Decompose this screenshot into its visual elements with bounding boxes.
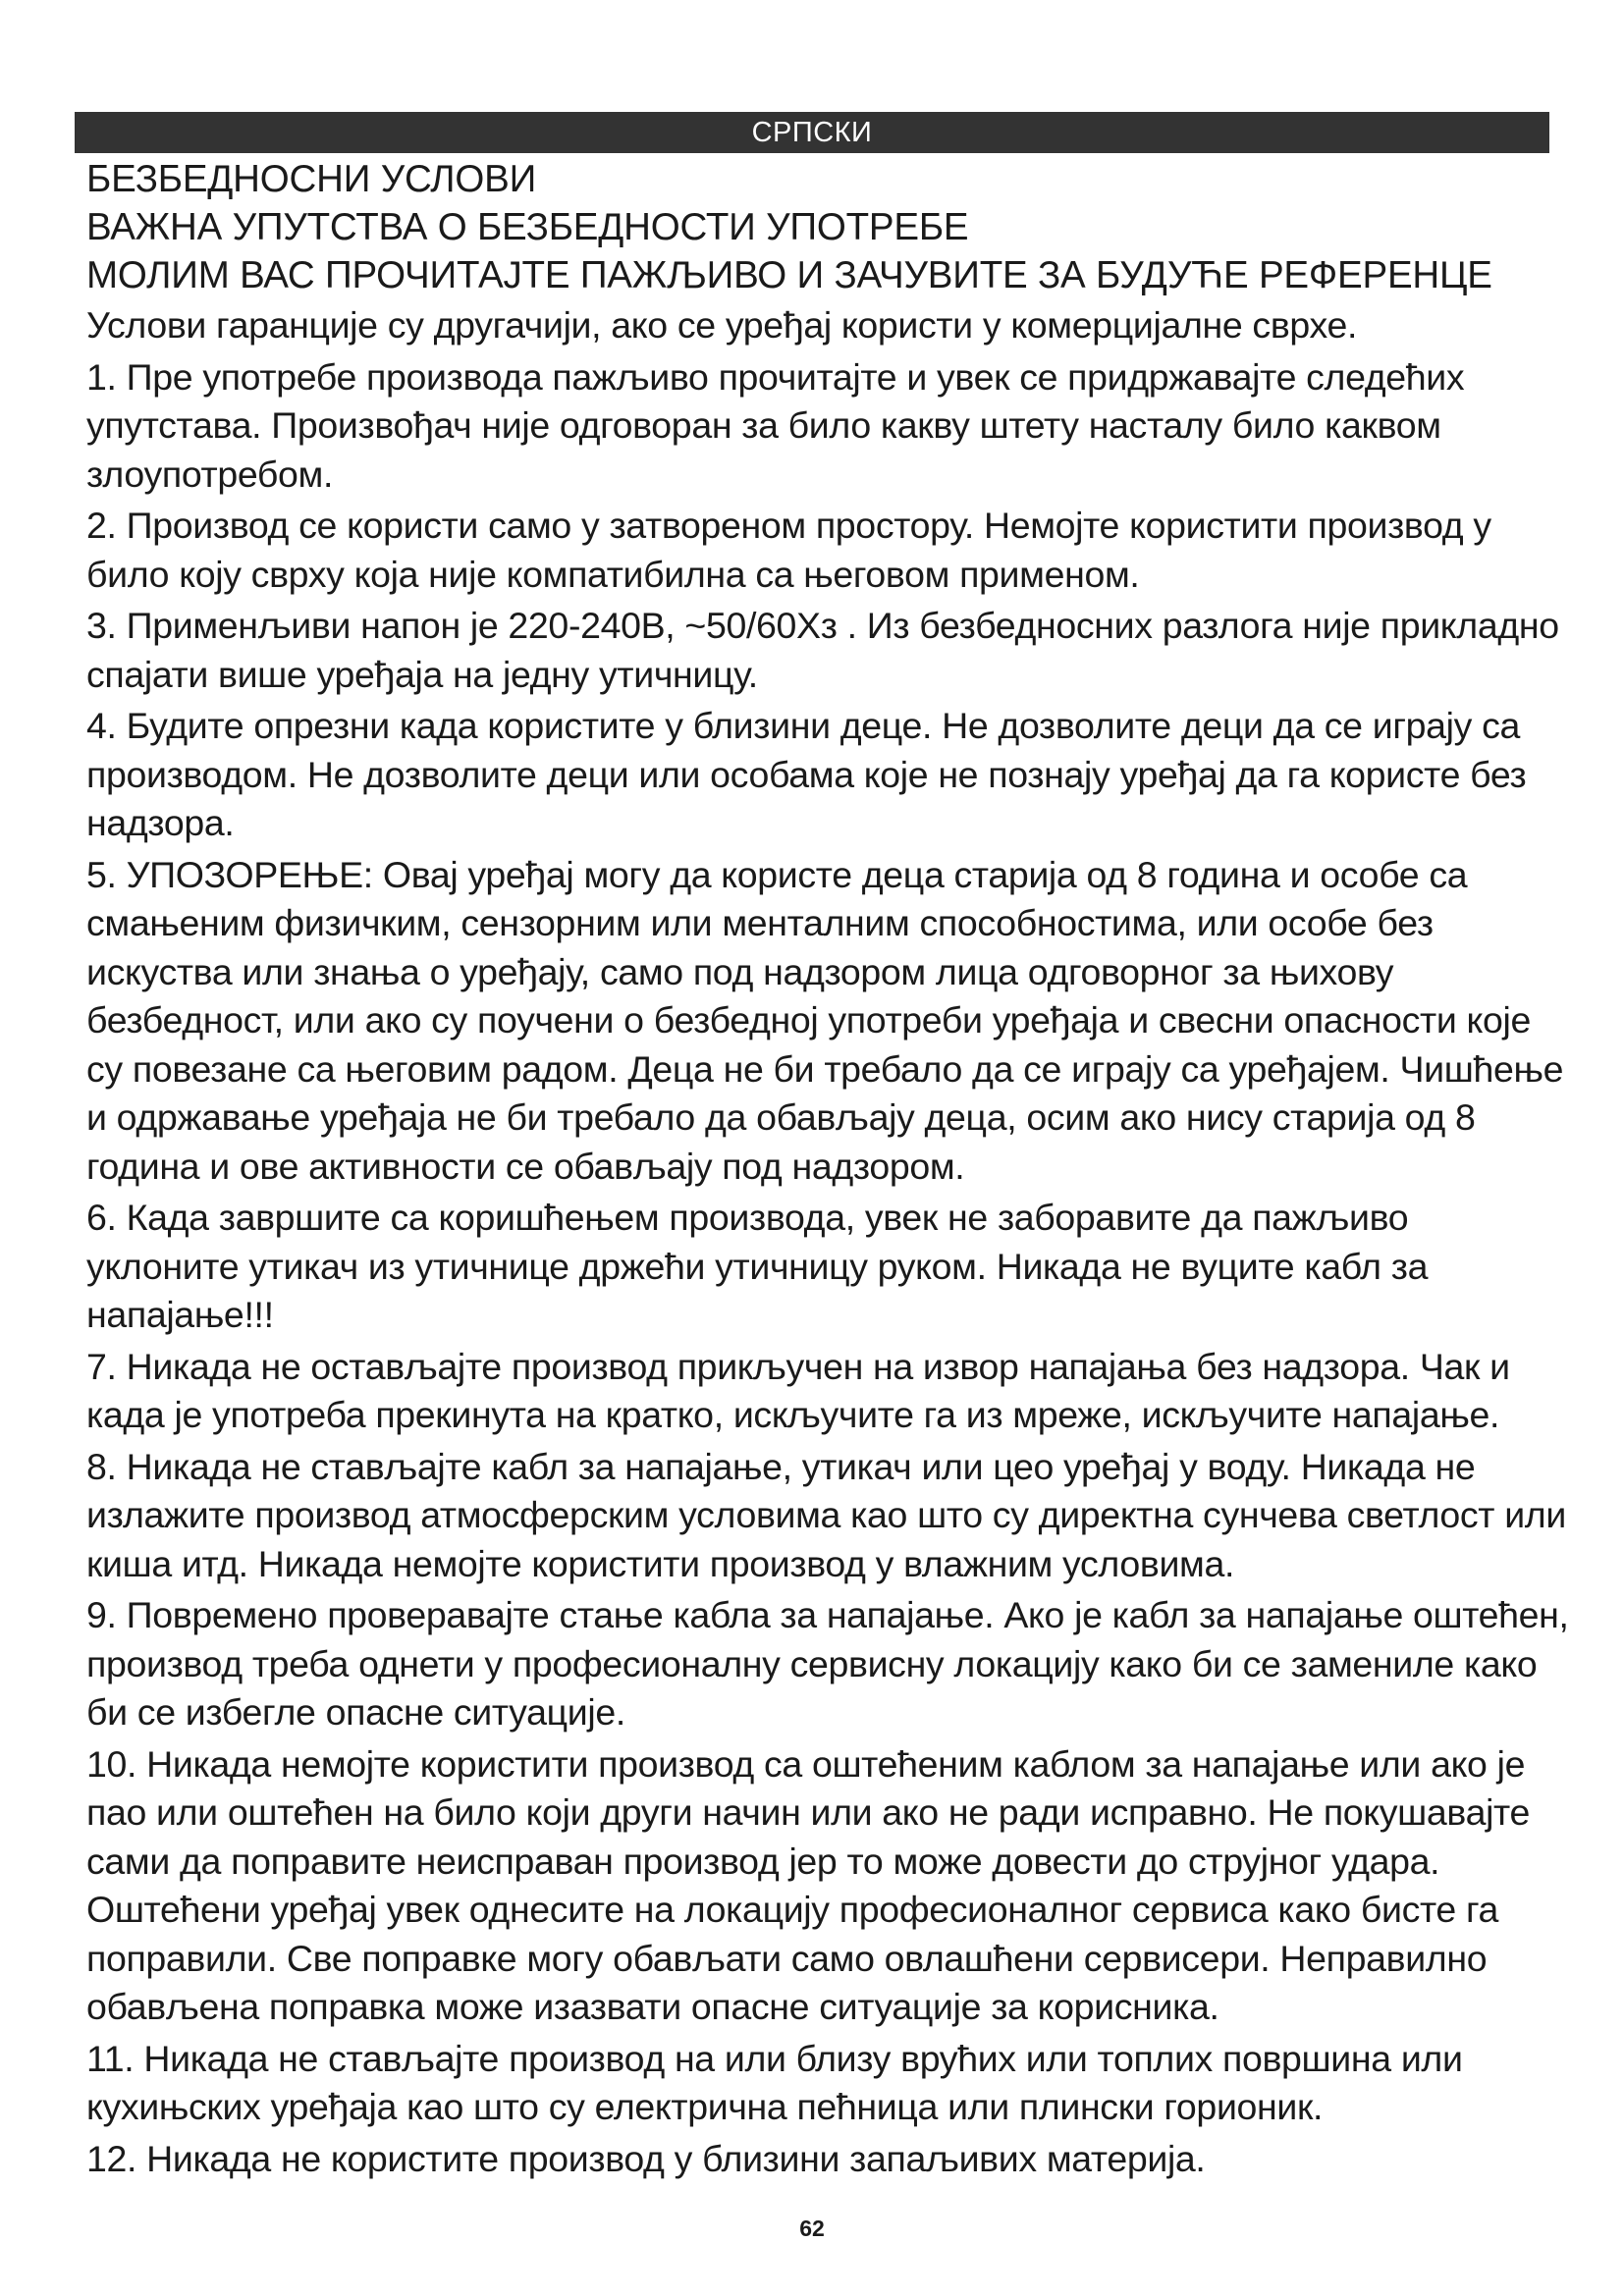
section-title: БЕЗБЕДНОСНИ УСЛОВИ xyxy=(86,158,537,200)
safety-content xyxy=(86,155,1569,2183)
safety-item-8: 8. Никада не стављајте кабл за напајање, утикач или цео уређај у воду. Никада не излажите производ атмосферским условима као што су директна сунчева светлост или киша итд. Никада немојте користити производ у влажним условима. xyxy=(86,1445,1566,1584)
safety-item-2: 2. Производ се користи само у затвореном простору. Немојте користити производ у било коју сврху која није компатибилна са његовом применом. xyxy=(86,505,1491,595)
safety-item-3: 3. Применљиви напон је 220-240В, ~50/60Хз . Из безбедносних разлога није прикладно спајати више уређаја на једну утичницу. xyxy=(86,605,1559,695)
safety-item-4: 4. Будите опрезни када користите у близини деце. Не дозволите деци да се играју са производом. Не дозволите деци или особама које не познају уређај да га користе без надзора. xyxy=(86,705,1527,843)
safety-item-1: 1. Пре употребе производа пажљиво прочитајте и увек се придржавајте следећих упутстава. Произвођач није одговоран за било какву штету насталу било каквом злоупотребом. xyxy=(86,355,1465,495)
safety-item-10: 10. Никада немојте користити производ са оштећеним каблом за напајање или ако је пао или оштећен на било који други начин или ако не ради исправно. Не покушавајте сами да поправите неисправан производ јер то може довести до струјног удара. Оштећени уређај увек однесите на локацију професионалног сервиса како бисте га поправили. Све поправке могу обављати само овлашћени сервисери. Неправилно обављена поправка може изазвати опасне ситуације за корисника. xyxy=(86,1742,1530,2027)
safety-item-5: 5. УПОЗОРЕЊЕ: Овај уређај могу да користе деца старија од 8 година и особе са смањеним физичким, сензорним или менталним способностима, или особе без искуства или знања о уређају, само под надзором лица одговорног за њихову безбедност, или ако су поучени о безбедној употреби уређаја и свесни опасности које су повезане са његовим радом. Деца не би требало да се играју са уређајем. Чишћење и одржавање уређаја не би требало да обављају деца, осим ако нису старија од 8 година и ове активности се обављају под надзором. xyxy=(86,853,1564,1187)
page-number: 62 xyxy=(799,2216,825,2241)
warranty-note: Услови гаранције су другачији, ако се уређај користи у комерцијалне сврхе. xyxy=(86,304,1358,346)
safety-item-11: 11. Никада не стављајте производ на или близу врућих или топлих површина или кухињских уређаја као што су електрична пећница или плински горионик. xyxy=(86,2037,1463,2127)
language-header-bar: СРПСКИ xyxy=(75,112,1549,153)
safety-item-12: 12. Никада не користите производ у близини запаљивих материја. xyxy=(86,2137,1206,2179)
safety-item-6: 6. Када завршите са коришћењем производа, увек не заборавите да пажљиво уклоните утикач из утичнице држећи утичницу руком. Никада не вуците кабл за напајање!!! xyxy=(86,1197,1429,1335)
section-subtitle: ВАЖНА УПУТСТВА О БЕЗБЕДНОСТИ УПОТРЕБЕ xyxy=(86,206,969,248)
safety-item-7: 7. Никада не остављајте производ прикључен на извор напајања без надзора. Чак и када је употреба прекинута на кратко, искључите га из мреже, искључите напајање. xyxy=(86,1345,1510,1435)
read-carefully-notice: МОЛИМ ВАС ПРОЧИТАЈТЕ ПАЖЉИВО И ЗАЧУВИТЕ ЗА БУДУЋЕ РЕФЕРЕНЦЕ xyxy=(86,254,1492,296)
safety-item-9: 9. Повремено проверавајте стање кабла за напајање. Ако је кабл за напајање оштећен, производ треба однети у професионалну сервисну локацију како би се замениле како би се избегле опасне ситуације. xyxy=(86,1594,1569,1733)
